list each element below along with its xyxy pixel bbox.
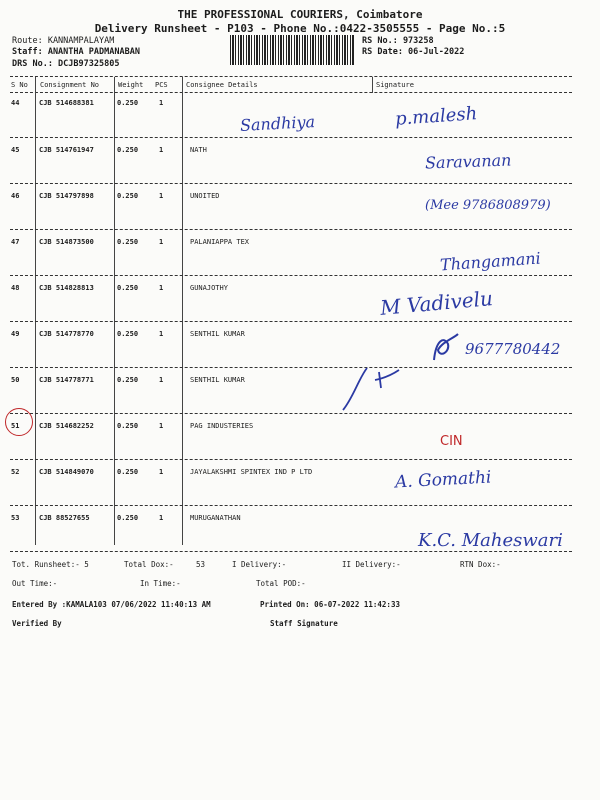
row-divider [10, 229, 572, 230]
tot-runsheet: Tot. Runsheet:- 5 [12, 560, 89, 569]
row-consignee: MURUGANATHAN [190, 514, 241, 522]
row-consignment: CJB 514849070 [39, 468, 94, 476]
handwritten-signature: 9677780442 [465, 340, 561, 358]
row-consignee: UNOITED [190, 192, 220, 200]
handwritten-signature: Sandhiya [239, 112, 316, 135]
row-divider [10, 551, 572, 552]
row-weight: 0.250 [117, 422, 139, 430]
row-consignee: SENTHIL KUMAR [190, 376, 245, 384]
row-weight: 0.250 [117, 284, 139, 292]
row-sno: 45 [11, 146, 20, 154]
in-time: In Time:- [140, 579, 181, 588]
staff: Staff: ANANTHA PADMANABAN [12, 47, 140, 57]
row-consignee: NATH [190, 146, 207, 154]
out-time: Out Time:- [12, 579, 58, 588]
row-pcs: 1 [159, 468, 164, 476]
col-sno: S No [11, 81, 28, 89]
row-pcs: 1 [159, 146, 164, 154]
row-pcs: 1 [159, 376, 164, 384]
row-consignment: CJB 514797898 [39, 192, 94, 200]
entered-by: Entered By :KAMALA103 07/06/2022 11:40:13 AM [12, 600, 211, 609]
row-pcs: 1 [159, 514, 164, 522]
total-pod: Total POD:- [256, 579, 306, 588]
row-pcs: 1 [159, 99, 164, 107]
divider [10, 76, 572, 77]
row-consignment: CJB 88527655 [39, 514, 90, 522]
row-weight: 0.250 [117, 514, 139, 522]
row-consignee: JAYALAKSHMI SPINTEX IND P LTD [190, 468, 313, 476]
route: Route: KANNAMPALAYAM [12, 36, 115, 46]
col-pcs: PCS [155, 81, 168, 89]
col-consignee: Consignee Details [186, 81, 258, 89]
divider [10, 92, 572, 93]
col-signature: Signature [376, 81, 414, 89]
row-consignment: CJB 514828813 [39, 284, 94, 292]
row-divider [10, 459, 572, 460]
handwritten-mark [430, 332, 462, 366]
row-divider [10, 183, 572, 184]
company-name: THE PROFESSIONAL COURIERS, Coimbatore [177, 8, 423, 21]
drs-number: DRS No.: DCJB97325805 [12, 59, 120, 69]
row-sno: 47 [11, 238, 20, 246]
handwritten-annotation: CIN [440, 434, 463, 449]
total-dox-value: 53 [196, 560, 206, 569]
row-divider [10, 367, 572, 368]
row-pcs: 1 [159, 330, 164, 338]
row-sno: 48 [11, 284, 20, 292]
handwritten-signature: Thangamani [439, 248, 542, 275]
rs-number: RS No.: 973258 [362, 36, 434, 46]
verified-by: Verified By [12, 619, 62, 628]
row-weight: 0.250 [117, 192, 139, 200]
row-consignee: GUNAJOTHY [190, 284, 228, 292]
row-divider [10, 137, 572, 138]
row-consignment: CJB 514778770 [39, 330, 94, 338]
printed-on: Printed On: 06-07-2022 11:42:33 [260, 600, 400, 609]
row-sno: 50 [11, 376, 20, 384]
row-divider [10, 321, 572, 322]
col-weight: Weight [118, 81, 144, 89]
row-weight: 0.250 [117, 238, 139, 246]
row-pcs: 1 [159, 238, 164, 246]
col-line [372, 77, 373, 93]
handwritten-signature: K.C. Maheswari [418, 530, 563, 551]
row-weight: 0.250 [117, 330, 139, 338]
row-sno: 46 [11, 192, 20, 200]
rs-date: RS Date: 06-Jul-2022 [362, 47, 465, 57]
row-divider [10, 505, 572, 506]
row-weight: 0.250 [117, 99, 139, 107]
row-sno: 51 [11, 422, 20, 430]
row-consignment: CJB 514778771 [39, 376, 94, 384]
row-pcs: 1 [159, 284, 164, 292]
barcode [230, 35, 355, 65]
total-dox-label: Total Dox:- [124, 560, 174, 569]
row-divider [10, 413, 572, 414]
row-consignment: CJB 514682252 [39, 422, 94, 430]
row-consignment: CJB 514761947 [39, 146, 94, 154]
row-pcs: 1 [159, 192, 164, 200]
runsheet-title: Delivery Runsheet - P103 - Phone No.:0422-3505555 - Page No.:5 [94, 22, 506, 35]
row-sno: 53 [11, 514, 20, 522]
col-line [182, 77, 183, 545]
row-pcs: 1 [159, 422, 164, 430]
ii-delivery: II Delivery:- [342, 560, 401, 569]
i-delivery: I Delivery:- [232, 560, 287, 569]
handwritten-signature: Saravanan [424, 150, 512, 173]
row-consignee: PALANIAPPA TEX [190, 238, 250, 246]
row-sno: 49 [11, 330, 20, 338]
row-sno: 52 [11, 468, 20, 476]
row-consignee: PAG INDUSTERIES [190, 422, 254, 430]
rtn-dox: RTN Dox:- [460, 560, 501, 569]
row-weight: 0.250 [117, 376, 139, 384]
row-sno: 44 [11, 99, 20, 107]
row-weight: 0.250 [117, 468, 139, 476]
handwritten-signature: A. Gomathi [394, 467, 492, 493]
handwritten-signature: p.malesh [394, 103, 478, 130]
handwritten-signature: M Vadivelu [379, 286, 494, 320]
col-consignment: Consignment No [40, 81, 100, 89]
row-consignment: CJB 514873500 [39, 238, 94, 246]
staff-signature: Staff Signature [270, 619, 338, 628]
row-consignee: SENTHIL KUMAR [190, 330, 245, 338]
row-divider [10, 275, 572, 276]
col-line [114, 77, 115, 545]
handwritten-signature: (Mee 9786808979) [425, 198, 551, 213]
handwritten-mark [335, 358, 405, 418]
col-line [35, 77, 36, 545]
row-weight: 0.250 [117, 146, 139, 154]
row-consignment: CJB 514688381 [39, 99, 94, 107]
